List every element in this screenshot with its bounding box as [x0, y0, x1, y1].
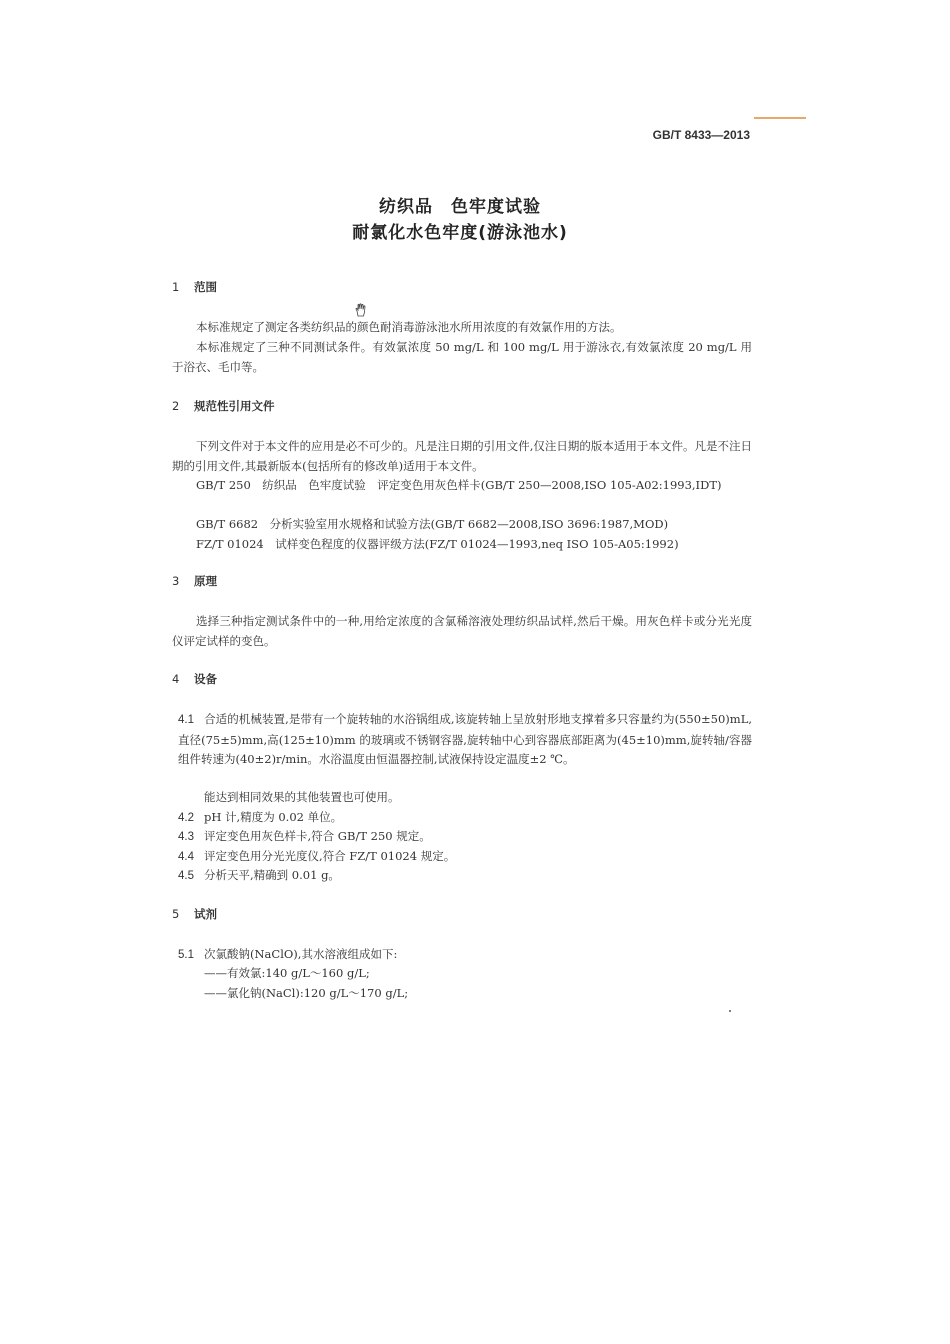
- equipment-item-4-3: [178, 827, 752, 848]
- hand-cursor-icon: [354, 303, 368, 317]
- item-text: 次氯酸钠(NaClO),其水溶液组成如下:: [204, 947, 398, 961]
- item-text: 评定变色用灰色样卡,符合 GB/T 250 规定。: [204, 829, 431, 843]
- equipment-item-4-1-note: 能达到相同效果的其他装置也可使用。: [204, 790, 400, 804]
- section-1-paragraph-1: 本标准规定了测定各类纺织品的颜色耐消毒游泳池水所用浓度的有效氯作用的方法。: [196, 320, 622, 334]
- section-number: 5: [172, 907, 180, 921]
- reagent-item-5-1: [178, 945, 752, 966]
- section-4-heading: [172, 671, 217, 687]
- section-title: 范围: [194, 280, 217, 294]
- standard-code: GB/T 8433—2013: [652, 128, 750, 142]
- item-text: pH 计,精度为 0.02 单位。: [204, 810, 343, 824]
- item-number: 4.4: [178, 851, 194, 863]
- section-title: 试剂: [194, 907, 217, 921]
- equipment-item-4-5: [178, 866, 752, 887]
- equipment-item-4-1: [178, 710, 752, 770]
- title-line-1: 纺织品 色牢度试验: [379, 197, 541, 217]
- section-3-paragraph: 选择三种指定测试条件中的一种,用给定浓度的含氯稀溶液处理纺织品试样,然后干燥。用灰色样卡或分光光度仪评定试样的变色。: [172, 614, 752, 648]
- header-accent-line: [754, 117, 806, 119]
- section-2-heading: [172, 398, 275, 414]
- section-3-heading: [172, 573, 217, 589]
- normative-reference-3: FZ/T 01024 试样变色程度的仪器评级方法(FZ/T 01024—1993,neq ISO 105-A05:1992): [196, 537, 679, 551]
- equipment-item-4-4: [178, 847, 752, 868]
- section-5-heading: [172, 906, 217, 922]
- item-number: 4.3: [178, 831, 194, 843]
- section-number: 4: [172, 672, 180, 686]
- item-text: 合适的机械装置,是带有一个旋转轴的水浴锅组成,该旋转轴上呈放射形地支撑着多只容量约为(550±50)mL,直径(75±5)mm,高(125±10)mm 的玻璃或不锈钢容器,旋转轴中心到容器底部距离为(45±10)mm,旋转轴/容器组件转速为(40±2)r/min。水浴温度由恒温器控制,试液保持设定温度±2 ℃。: [178, 712, 752, 766]
- normative-reference-1: GB/T 250 纺织品 色牢度试验 评定变色用灰色样卡(GB/T 250—2008,ISO 105-A02:1993,IDT): [196, 478, 722, 492]
- item-number: 4.5: [178, 870, 194, 882]
- item-number: 4.2: [178, 812, 194, 824]
- item-text: 评定变色用分光光度仪,符合 FZ/T 01024 规定。: [204, 849, 456, 863]
- item-number: 4.1: [178, 714, 194, 726]
- item-number: 5.1: [178, 949, 194, 961]
- section-1-paragraph-2: 本标准规定了三种不同测试条件。有效氯浓度 50 mg/L 和 100 mg/L 用于游泳衣,有效氯浓度 20 mg/L 用于浴衣、毛巾等。: [172, 340, 752, 374]
- section-title: 规范性引用文件: [194, 399, 275, 413]
- equipment-item-4-2: [178, 808, 752, 829]
- section-number: 3: [172, 574, 180, 588]
- normative-reference-2: GB/T 6682 分析实验室用水规格和试验方法(GB/T 6682—2008,ISO 3696:1987,MOD): [196, 517, 669, 531]
- section-2-intro: 下列文件对于本文件的应用是必不可少的。凡是注日期的引用文件,仅注日期的版本适用于本文件。凡是不注日期的引用文件,其最新版本(包括所有的修改单)适用于本文件。: [172, 439, 752, 473]
- section-number: 2: [172, 399, 180, 413]
- section-1-heading: [172, 279, 217, 295]
- reagent-sub-item-1: ——有效氯:140 g/L～160 g/L;: [204, 966, 370, 980]
- reagent-sub-item-2: ——氯化钠(NaCl):120 g/L～170 g/L;: [204, 986, 409, 1000]
- title-line-2: 耐氯化水色牢度(游泳池水): [352, 223, 568, 243]
- section-title: 原理: [194, 574, 217, 588]
- item-text: 分析天平,精确到 0.01 g。: [204, 868, 340, 882]
- stray-mark: [729, 1010, 731, 1012]
- section-title: 设备: [194, 672, 217, 686]
- section-number: 1: [172, 280, 180, 294]
